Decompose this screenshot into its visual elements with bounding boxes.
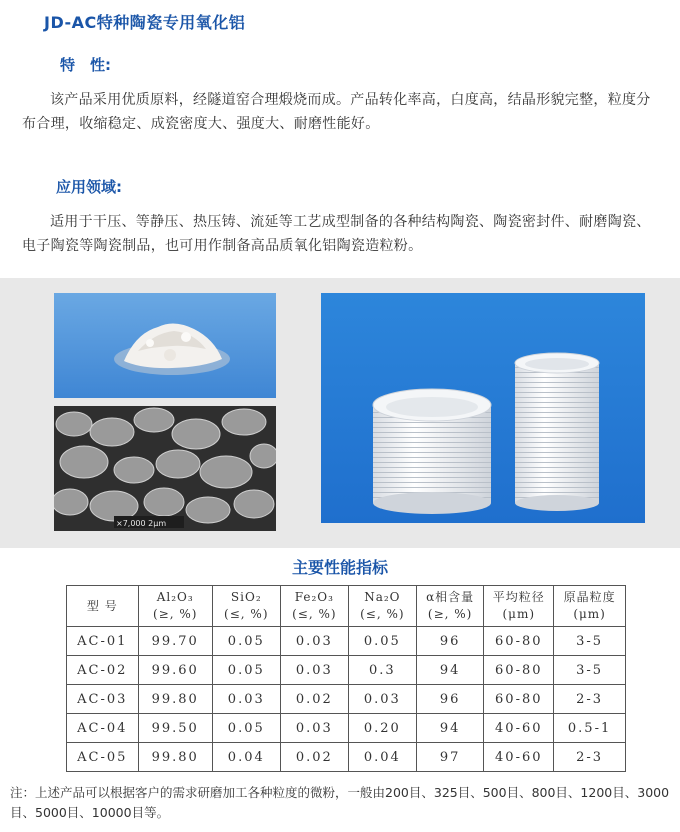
col-header-na2o: Na₂O (≤, %) [348, 586, 416, 627]
cell-alpha-phase: 94 [416, 656, 484, 685]
footnote: 注：上述产品可以根据客户的需求研磨加工各种粒度的微粉，一般由200目、325目、500目、800目、1200目、3000目、5000目、10000目等。 [10, 785, 670, 820]
cell-avg-size: 40-60 [484, 743, 554, 772]
cell-fe2o3: 0.03 [280, 627, 348, 656]
cell-avg-size: 60-80 [484, 656, 554, 685]
cell-crystal-size: 0.5-1 [554, 714, 626, 743]
cell-alpha-phase: 96 [416, 627, 484, 656]
cell-al2o3: 99.60 [138, 656, 212, 685]
col-header-sio2: SiO₂ (≤, %) [212, 586, 280, 627]
table-row [67, 743, 626, 772]
cell-sio2: 0.04 [212, 743, 280, 772]
cell-na2o: 0.3 [348, 656, 416, 685]
cell-avg-size: 60-80 [484, 627, 554, 656]
features-heading: 特 性: [60, 56, 111, 74]
table-row [67, 656, 626, 685]
cell-na2o: 0.20 [348, 714, 416, 743]
cell-model: AC-02 [67, 656, 139, 685]
ceramic-tubes-image [321, 293, 645, 523]
cell-na2o: 0.03 [348, 685, 416, 714]
cell-fe2o3: 0.03 [280, 656, 348, 685]
cell-al2o3: 99.80 [138, 743, 212, 772]
col-header-fe2o3: Fe₂O₃ (≤, %) [280, 586, 348, 627]
cell-crystal-size: 2-3 [554, 743, 626, 772]
cell-model: AC-03 [67, 685, 139, 714]
cell-sio2: 0.03 [212, 685, 280, 714]
page-title: JD-AC特种陶瓷专用氧化铝 [44, 13, 246, 32]
cell-alpha-phase: 96 [416, 685, 484, 714]
sem-scale-label: ×7,000 2μm [116, 519, 167, 528]
sem-micrograph-image [54, 406, 276, 531]
cell-model: AC-05 [67, 743, 139, 772]
col-header-model: 型 号 [67, 586, 139, 627]
cell-sio2: 0.05 [212, 656, 280, 685]
cell-fe2o3: 0.03 [280, 714, 348, 743]
applications-heading: 应用领域: [56, 178, 122, 196]
table-row [67, 627, 626, 656]
cell-na2o: 0.05 [348, 627, 416, 656]
applications-text: 适用于干压、等静压、热压铸、流延等工艺成型制备的各种结构陶瓷、陶瓷密封件、耐磨陶瓷、电子陶瓷等陶瓷制品，也可用作制备高品质氧化铝陶瓷造粒粉。 [22, 214, 651, 254]
cell-al2o3: 99.50 [138, 714, 212, 743]
cell-sio2: 0.05 [212, 627, 280, 656]
table-row [67, 685, 626, 714]
cell-avg-size: 60-80 [484, 685, 554, 714]
col-header-al2o3: Al₂O₃ (≥, %) [138, 586, 212, 627]
spec-table [66, 585, 626, 772]
table-title: 主要性能指标 [291, 558, 388, 577]
cell-fe2o3: 0.02 [280, 685, 348, 714]
cell-fe2o3: 0.02 [280, 743, 348, 772]
cell-al2o3: 99.70 [138, 627, 212, 656]
cell-alpha-phase: 94 [416, 714, 484, 743]
cell-na2o: 0.04 [348, 743, 416, 772]
cell-sio2: 0.05 [212, 714, 280, 743]
cell-model: AC-01 [67, 627, 139, 656]
cell-model: AC-04 [67, 714, 139, 743]
table-header-row [67, 586, 626, 627]
cell-al2o3: 99.80 [138, 685, 212, 714]
features-text: 该产品采用优质原料，经隧道窑合理煅烧而成。产品转化率高，白度高，结晶形貌完整，粒度分布合理，收缩稳定、成瓷密度大、强度大、耐磨性能好。 [22, 92, 651, 132]
alumina-powder-image [54, 293, 276, 398]
col-header-crystal-size: 原晶粒度 (μm) [554, 586, 626, 627]
cell-crystal-size: 2-3 [554, 685, 626, 714]
cell-alpha-phase: 97 [416, 743, 484, 772]
col-header-avg-size: 平均粒径 (μm) [484, 586, 554, 627]
table-row [67, 714, 626, 743]
cell-crystal-size: 3-5 [554, 627, 626, 656]
col-header-alpha-phase: α相含量 (≥, %) [416, 586, 484, 627]
cell-crystal-size: 3-5 [554, 656, 626, 685]
cell-avg-size: 40-60 [484, 714, 554, 743]
